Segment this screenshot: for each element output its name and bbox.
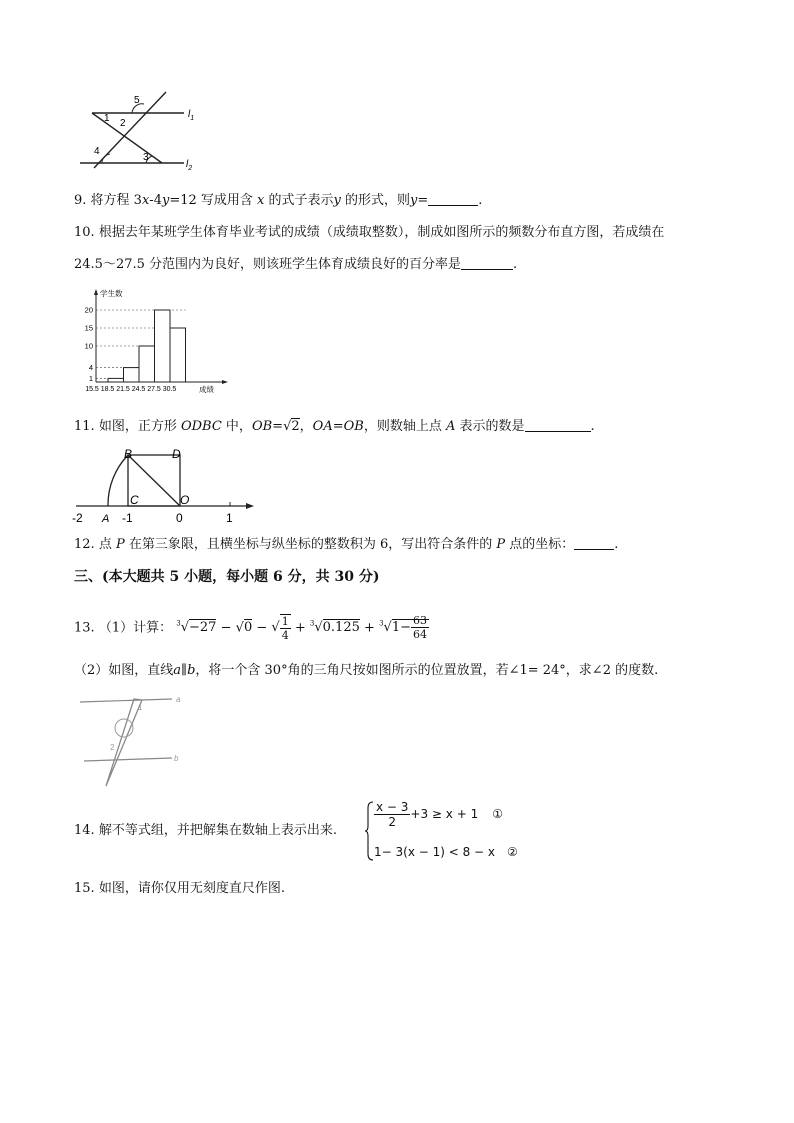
point-label-A: A <box>102 513 110 525</box>
x-tick-label: 18.5 <box>100 386 115 393</box>
tick-label: 1 <box>226 511 233 525</box>
question-13-part-1: 13. （1）计算： $^3$√−27 − √0 − √ $\frac{1}{4}$ + $^3$√0.125 + $^3$√1− $\frac{63}{64}$ <box>74 614 427 642</box>
section-heading: 三、(本大题共 5 小题，每小题 6 分，共 30 分) <box>74 569 380 585</box>
question-13-part-2: （2）如图，直线a∥b，将一个含 30°角的三角尺按如图所示的位置放置，若∠1= 24°，求∠2 的度数. <box>74 663 659 678</box>
question-11: 11. 如图，正方形 ODBC 中，OB=√2，OA=OB，则数轴上点 A 表示的数是 . <box>74 419 595 434</box>
histogram-bar <box>170 328 186 382</box>
question-10-line2: 24.5～27.5 分范围内为良好，则该班学生体育成绩良好的百分率是 . <box>74 257 518 272</box>
tick-label: 0 <box>176 511 183 525</box>
question-10: 10. 根据去年某班学生体育毕业考试的成绩（成绩取整数），制成如图所示的频数分布直方图，若成绩在 <box>74 225 665 240</box>
question-number: 12. <box>74 537 95 552</box>
point-label-O: O <box>180 493 190 507</box>
question-9: 9. 将方程 3x-4y=12 写成用含 x 的式子表示y 的形式，则y= . <box>74 193 483 208</box>
angle-label-4: 4 <box>94 146 100 157</box>
inequality-2: 1− 3(x − 1) < 8 − x ② <box>374 845 518 859</box>
cube-root: $^3$√0.125 <box>309 620 360 636</box>
question-12: 12. 点 P 在第三象限，且横坐标与纵坐标的整数积为 6，写出符合条件的 P 点的坐标： . <box>74 537 619 552</box>
inequality-system <box>364 800 524 864</box>
tick-label: -2 <box>72 511 83 525</box>
x-tick-label: 27.5 <box>147 386 161 393</box>
y-tick-label: 20 <box>84 305 93 315</box>
point-label-B: B <box>124 447 133 461</box>
question-number: 9. <box>74 193 87 208</box>
answer-blank[interactable] <box>428 192 478 206</box>
point-label-C: C <box>130 493 139 507</box>
question-number: 10. <box>74 225 95 240</box>
x-tick-label: 30.5 <box>162 386 177 393</box>
answer-blank[interactable] <box>461 256 513 270</box>
answer-blank[interactable] <box>574 536 614 550</box>
line-label-l1: $l_1$ <box>188 109 195 122</box>
angle-label-5: 5 <box>134 95 140 106</box>
left-brace <box>364 800 374 862</box>
line-label-l2: $l_2$ <box>186 159 193 172</box>
y-tick-label: 4 <box>88 363 93 373</box>
angle-label-1: 1 <box>104 113 110 124</box>
answer-blank[interactable] <box>525 418 591 432</box>
y-tick-label: 15 <box>84 323 93 333</box>
sqrt-symbol: √2 <box>283 419 300 434</box>
angle-label-2: 2 <box>110 743 115 752</box>
histogram-bar <box>124 368 140 382</box>
histogram-chart <box>74 285 234 400</box>
cube-root: $^3$√−27 <box>176 620 217 636</box>
x-tick-label: 15.5 <box>85 386 99 393</box>
inequality-1: $\frac{x - 3}{2}$ +3 ≥ x + 1 ① <box>376 800 503 829</box>
cube-root-fraction: $^3$√1− $\frac{63}{64}$ <box>379 614 427 642</box>
angle-label-1: 1 <box>138 703 143 712</box>
number-line-figure <box>72 444 262 530</box>
triangle-ruler-figure <box>76 688 186 790</box>
histogram-bar <box>155 310 171 382</box>
x-tick-label: 24.5 <box>131 386 146 393</box>
parallel-lines-figure <box>74 88 214 173</box>
x-tick-label: 21.5 <box>116 386 130 393</box>
histogram-bar <box>139 346 155 382</box>
square-root-fraction: √ $\frac{1}{4}$ <box>271 614 289 642</box>
line-label-a: a <box>176 695 181 704</box>
angle-label-2: 2 <box>120 118 126 129</box>
question-14: 14. 解不等式组，并把解集在数轴上表示出来. <box>74 823 337 838</box>
question-number: 14. <box>74 823 95 838</box>
question-number: 13. <box>74 620 95 636</box>
y-tick-label: 1 <box>88 373 93 383</box>
line-label-b: b <box>174 754 179 763</box>
histogram-bar <box>108 378 124 382</box>
angle-label-3: 3 <box>143 152 149 163</box>
histogram-xlabel: 成绩 <box>199 385 214 394</box>
tick-label: -1 <box>122 511 133 525</box>
y-tick-label: 10 <box>84 341 93 351</box>
question-number: 11. <box>74 419 95 434</box>
histogram-ylabel: 学生数 <box>100 289 123 298</box>
square-root: √0 <box>235 620 253 636</box>
point-label-D: D <box>172 447 181 461</box>
question-15: 15. 如图，请你仅用无刻度直尺作图. <box>74 881 285 896</box>
question-number: 15. <box>74 881 95 896</box>
